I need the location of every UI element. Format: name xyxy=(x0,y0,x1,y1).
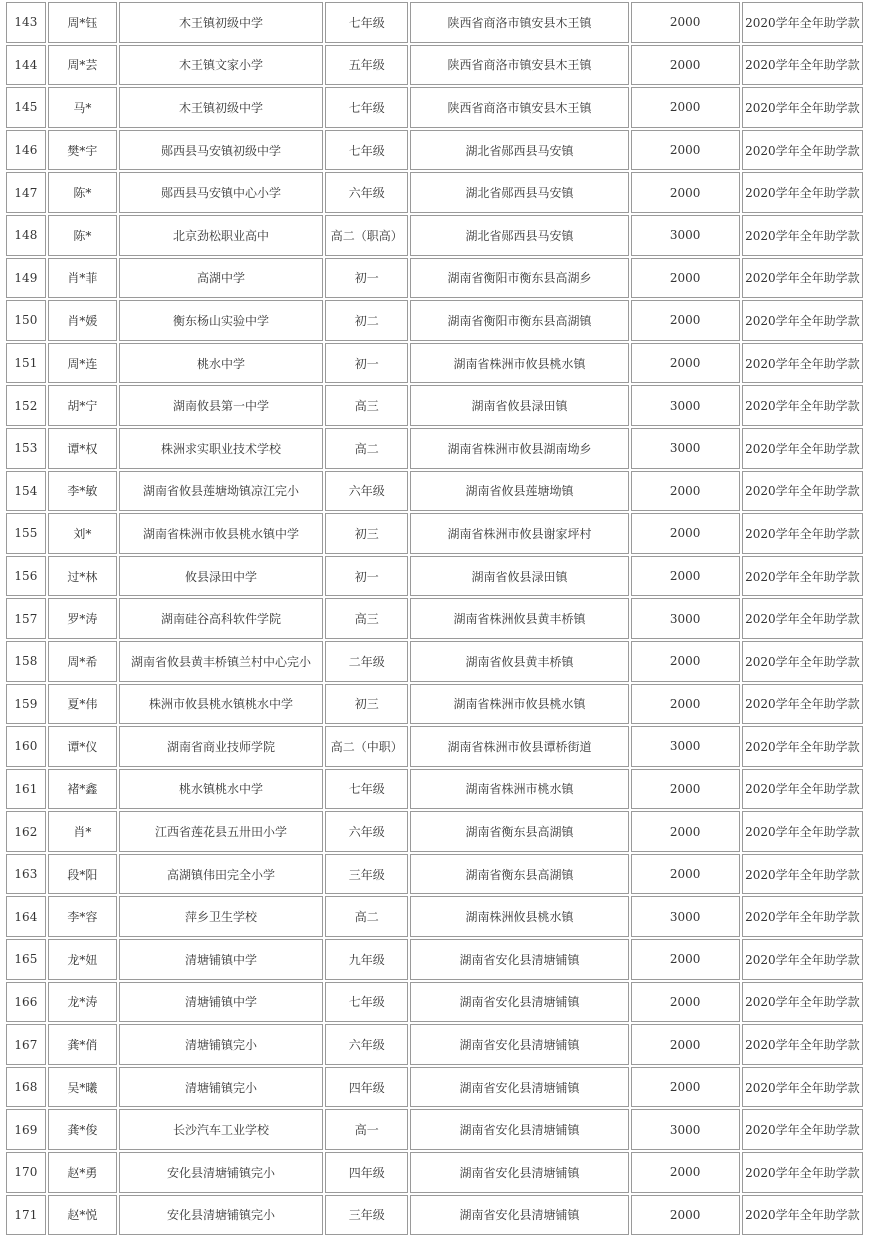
amount-cell: 2000 xyxy=(631,87,740,128)
name-cell: 李*敏 xyxy=(48,471,117,512)
amount-cell: 2000 xyxy=(631,258,740,299)
address-cell: 湖北省郧西县马安镇 xyxy=(410,215,628,256)
school-cell: 清塘铺镇中学 xyxy=(119,982,323,1023)
school-cell: 湖南省商业技师学院 xyxy=(119,726,323,767)
address-cell: 湖南省株洲市桃水镇 xyxy=(410,769,628,810)
amount-cell: 2000 xyxy=(631,130,740,171)
aid-type-cell: 2020学年全年助学款 xyxy=(742,1067,863,1108)
amount-cell: 2000 xyxy=(631,982,740,1023)
aid-type-cell: 2020学年全年助学款 xyxy=(742,598,863,639)
aid-type-cell: 2020学年全年助学款 xyxy=(742,300,863,341)
address-cell: 湖南省衡东县高湖镇 xyxy=(410,811,628,852)
aid-type-cell: 2020学年全年助学款 xyxy=(742,343,863,384)
grade-cell: 六年级 xyxy=(325,471,409,512)
table-row xyxy=(6,939,863,980)
table-row xyxy=(6,854,863,895)
grade-cell: 初二 xyxy=(325,300,409,341)
aid-recipient-table xyxy=(4,0,865,1237)
address-cell: 湖南株洲攸县桃水镇 xyxy=(410,896,628,937)
grade-cell: 七年级 xyxy=(325,769,409,810)
name-cell: 段*阳 xyxy=(48,854,117,895)
address-cell: 湖南省攸县渌田镇 xyxy=(410,556,628,597)
table-row xyxy=(6,769,863,810)
school-cell: 安化县清塘铺镇完小 xyxy=(119,1152,323,1193)
aid-type-cell: 2020学年全年助学款 xyxy=(742,641,863,682)
school-cell: 清塘铺镇完小 xyxy=(119,1024,323,1065)
table-row xyxy=(6,982,863,1023)
amount-cell: 2000 xyxy=(631,939,740,980)
grade-cell: 高二（中职） xyxy=(325,726,409,767)
grade-cell: 七年级 xyxy=(325,130,409,171)
table-row xyxy=(6,1024,863,1065)
table-row xyxy=(6,87,863,128)
aid-type-cell: 2020学年全年助学款 xyxy=(742,811,863,852)
address-cell: 湖南省株洲攸县黄丰桥镇 xyxy=(410,598,628,639)
row-number-cell: 156 xyxy=(6,556,46,597)
address-cell: 湖南省安化县清塘铺镇 xyxy=(410,1152,628,1193)
school-cell: 萍乡卫生学校 xyxy=(119,896,323,937)
address-cell: 湖南省安化县清塘铺镇 xyxy=(410,939,628,980)
table-row xyxy=(6,2,863,43)
row-number-cell: 157 xyxy=(6,598,46,639)
name-cell: 龙*妞 xyxy=(48,939,117,980)
row-number-cell: 149 xyxy=(6,258,46,299)
aid-type-cell: 2020学年全年助学款 xyxy=(742,896,863,937)
row-number-cell: 162 xyxy=(6,811,46,852)
name-cell: 周*希 xyxy=(48,641,117,682)
grade-cell: 初一 xyxy=(325,556,409,597)
address-cell: 湖南省株洲市攸县桃水镇 xyxy=(410,343,628,384)
name-cell: 李*容 xyxy=(48,896,117,937)
school-cell: 北京劲松职业高中 xyxy=(119,215,323,256)
amount-cell: 3000 xyxy=(631,726,740,767)
amount-cell: 2000 xyxy=(631,684,740,725)
grade-cell: 三年级 xyxy=(325,1195,409,1236)
name-cell: 过*林 xyxy=(48,556,117,597)
row-number-cell: 152 xyxy=(6,385,46,426)
table-row xyxy=(6,343,863,384)
school-cell: 湖南硅谷高科软件学院 xyxy=(119,598,323,639)
address-cell: 湖南省安化县清塘铺镇 xyxy=(410,1024,628,1065)
table-row xyxy=(6,1109,863,1150)
grade-cell: 七年级 xyxy=(325,2,409,43)
address-cell: 陕西省商洛市镇安县木王镇 xyxy=(410,45,628,86)
table-row xyxy=(6,726,863,767)
amount-cell: 2000 xyxy=(631,1152,740,1193)
row-number-cell: 165 xyxy=(6,939,46,980)
name-cell: 周*芸 xyxy=(48,45,117,86)
table-row xyxy=(6,811,863,852)
amount-cell: 3000 xyxy=(631,385,740,426)
school-cell: 湖南攸县第一中学 xyxy=(119,385,323,426)
address-cell: 湖南省安化县清塘铺镇 xyxy=(410,982,628,1023)
aid-type-cell: 2020学年全年助学款 xyxy=(742,556,863,597)
table-row xyxy=(6,130,863,171)
name-cell: 褚*鑫 xyxy=(48,769,117,810)
address-cell: 湖南省攸县渌田镇 xyxy=(410,385,628,426)
row-number-cell: 170 xyxy=(6,1152,46,1193)
address-cell: 湖南省衡东县高湖镇 xyxy=(410,854,628,895)
aid-type-cell: 2020学年全年助学款 xyxy=(742,87,863,128)
grade-cell: 高三 xyxy=(325,385,409,426)
amount-cell: 2000 xyxy=(631,172,740,213)
school-cell: 湖南省攸县莲塘坳镇凉江完小 xyxy=(119,471,323,512)
grade-cell: 六年级 xyxy=(325,1024,409,1065)
address-cell: 陕西省商洛市镇安县木王镇 xyxy=(410,87,628,128)
name-cell: 肖* xyxy=(48,811,117,852)
school-cell: 郧西县马安镇初级中学 xyxy=(119,130,323,171)
address-cell: 湖南省攸县莲塘坳镇 xyxy=(410,471,628,512)
row-number-cell: 166 xyxy=(6,982,46,1023)
row-number-cell: 159 xyxy=(6,684,46,725)
aid-type-cell: 2020学年全年助学款 xyxy=(742,513,863,554)
grade-cell: 三年级 xyxy=(325,854,409,895)
amount-cell: 3000 xyxy=(631,428,740,469)
aid-type-cell: 2020学年全年助学款 xyxy=(742,471,863,512)
name-cell: 陈* xyxy=(48,172,117,213)
school-cell: 木王镇初级中学 xyxy=(119,2,323,43)
grade-cell: 初一 xyxy=(325,258,409,299)
grade-cell: 初三 xyxy=(325,684,409,725)
address-cell: 湖南省攸县黄丰桥镇 xyxy=(410,641,628,682)
name-cell: 龚*俊 xyxy=(48,1109,117,1150)
aid-type-cell: 2020学年全年助学款 xyxy=(742,258,863,299)
aid-type-cell: 2020学年全年助学款 xyxy=(742,215,863,256)
school-cell: 湖南省攸县黄丰桥镇兰村中心完小 xyxy=(119,641,323,682)
table-row xyxy=(6,172,863,213)
row-number-cell: 154 xyxy=(6,471,46,512)
row-number-cell: 163 xyxy=(6,854,46,895)
aid-type-cell: 2020学年全年助学款 xyxy=(742,1195,863,1236)
grade-cell: 六年级 xyxy=(325,811,409,852)
row-number-cell: 155 xyxy=(6,513,46,554)
aid-type-cell: 2020学年全年助学款 xyxy=(742,854,863,895)
grade-cell: 四年级 xyxy=(325,1067,409,1108)
amount-cell: 2000 xyxy=(631,513,740,554)
school-cell: 攸县渌田中学 xyxy=(119,556,323,597)
school-cell: 衡东杨山实验中学 xyxy=(119,300,323,341)
name-cell: 胡*宁 xyxy=(48,385,117,426)
row-number-cell: 147 xyxy=(6,172,46,213)
name-cell: 龙*涛 xyxy=(48,982,117,1023)
table-row xyxy=(6,684,863,725)
school-cell: 郧西县马安镇中心小学 xyxy=(119,172,323,213)
address-cell: 湖北省郧西县马安镇 xyxy=(410,172,628,213)
table-row xyxy=(6,556,863,597)
row-number-cell: 158 xyxy=(6,641,46,682)
amount-cell: 3000 xyxy=(631,215,740,256)
name-cell: 肖*媛 xyxy=(48,300,117,341)
amount-cell: 2000 xyxy=(631,854,740,895)
address-cell: 陕西省商洛市镇安县木王镇 xyxy=(410,2,628,43)
school-cell: 株洲求实职业技术学校 xyxy=(119,428,323,469)
name-cell: 谭*仪 xyxy=(48,726,117,767)
table-row xyxy=(6,513,863,554)
address-cell: 湖南省株洲市攸县谭桥街道 xyxy=(410,726,628,767)
grade-cell: 九年级 xyxy=(325,939,409,980)
table-row xyxy=(6,45,863,86)
grade-cell: 二年级 xyxy=(325,641,409,682)
row-number-cell: 146 xyxy=(6,130,46,171)
grade-cell: 初三 xyxy=(325,513,409,554)
address-cell: 湖南省株洲市攸县谢家坪村 xyxy=(410,513,628,554)
aid-type-cell: 2020学年全年助学款 xyxy=(742,939,863,980)
grade-cell: 高一 xyxy=(325,1109,409,1150)
amount-cell: 2000 xyxy=(631,811,740,852)
amount-cell: 2000 xyxy=(631,343,740,384)
grade-cell: 七年级 xyxy=(325,982,409,1023)
name-cell: 陈* xyxy=(48,215,117,256)
grade-cell: 四年级 xyxy=(325,1152,409,1193)
school-cell: 长沙汽车工业学校 xyxy=(119,1109,323,1150)
school-cell: 江西省莲花县五卅田小学 xyxy=(119,811,323,852)
name-cell: 刘* xyxy=(48,513,117,554)
school-cell: 清塘铺镇中学 xyxy=(119,939,323,980)
school-cell: 木王镇文家小学 xyxy=(119,45,323,86)
grade-cell: 七年级 xyxy=(325,87,409,128)
aid-type-cell: 2020学年全年助学款 xyxy=(742,769,863,810)
row-number-cell: 150 xyxy=(6,300,46,341)
row-number-cell: 145 xyxy=(6,87,46,128)
name-cell: 夏*伟 xyxy=(48,684,117,725)
grade-cell: 五年级 xyxy=(325,45,409,86)
aid-type-cell: 2020学年全年助学款 xyxy=(742,1024,863,1065)
name-cell: 谭*权 xyxy=(48,428,117,469)
amount-cell: 2000 xyxy=(631,471,740,512)
table-row xyxy=(6,300,863,341)
amount-cell: 2000 xyxy=(631,769,740,810)
school-cell: 清塘铺镇完小 xyxy=(119,1067,323,1108)
row-number-cell: 160 xyxy=(6,726,46,767)
table-row xyxy=(6,641,863,682)
row-number-cell: 143 xyxy=(6,2,46,43)
amount-cell: 3000 xyxy=(631,598,740,639)
amount-cell: 2000 xyxy=(631,45,740,86)
name-cell: 肖*菲 xyxy=(48,258,117,299)
aid-type-cell: 2020学年全年助学款 xyxy=(742,172,863,213)
address-cell: 湖南省安化县清塘铺镇 xyxy=(410,1109,628,1150)
row-number-cell: 171 xyxy=(6,1195,46,1236)
name-cell: 周*连 xyxy=(48,343,117,384)
name-cell: 吴*曦 xyxy=(48,1067,117,1108)
name-cell: 赵*悦 xyxy=(48,1195,117,1236)
address-cell: 湖南省衡阳市衡东县高湖乡 xyxy=(410,258,628,299)
aid-type-cell: 2020学年全年助学款 xyxy=(742,726,863,767)
row-number-cell: 169 xyxy=(6,1109,46,1150)
grade-cell: 初一 xyxy=(325,343,409,384)
aid-type-cell: 2020学年全年助学款 xyxy=(742,130,863,171)
table-row xyxy=(6,385,863,426)
address-cell: 湖南省株洲市攸县湖南坳乡 xyxy=(410,428,628,469)
school-cell: 湖南省株洲市攸县桃水镇中学 xyxy=(119,513,323,554)
amount-cell: 3000 xyxy=(631,896,740,937)
amount-cell: 2000 xyxy=(631,1024,740,1065)
school-cell: 安化县清塘铺镇完小 xyxy=(119,1195,323,1236)
amount-cell: 2000 xyxy=(631,2,740,43)
name-cell: 马* xyxy=(48,87,117,128)
address-cell: 湖南省安化县清塘铺镇 xyxy=(410,1067,628,1108)
table-row xyxy=(6,1067,863,1108)
school-cell: 木王镇初级中学 xyxy=(119,87,323,128)
name-cell: 赵*勇 xyxy=(48,1152,117,1193)
table-row xyxy=(6,258,863,299)
table-row xyxy=(6,215,863,256)
row-number-cell: 167 xyxy=(6,1024,46,1065)
aid-type-cell: 2020学年全年助学款 xyxy=(742,982,863,1023)
address-cell: 湖北省郧西县马安镇 xyxy=(410,130,628,171)
row-number-cell: 144 xyxy=(6,45,46,86)
table-row xyxy=(6,1152,863,1193)
amount-cell: 2000 xyxy=(631,1067,740,1108)
table-row xyxy=(6,598,863,639)
name-cell: 龚*俏 xyxy=(48,1024,117,1065)
amount-cell: 2000 xyxy=(631,1195,740,1236)
address-cell: 湖南省安化县清塘铺镇 xyxy=(410,1195,628,1236)
aid-type-cell: 2020学年全年助学款 xyxy=(742,1109,863,1150)
school-cell: 桃水中学 xyxy=(119,343,323,384)
name-cell: 周*钰 xyxy=(48,2,117,43)
grade-cell: 高二 xyxy=(325,896,409,937)
row-number-cell: 148 xyxy=(6,215,46,256)
name-cell: 罗*涛 xyxy=(48,598,117,639)
address-cell: 湖南省衡阳市衡东县高湖镇 xyxy=(410,300,628,341)
grade-cell: 高二 xyxy=(325,428,409,469)
amount-cell: 2000 xyxy=(631,556,740,597)
row-number-cell: 168 xyxy=(6,1067,46,1108)
address-cell: 湖南省株洲市攸县桃水镇 xyxy=(410,684,628,725)
row-number-cell: 164 xyxy=(6,896,46,937)
amount-cell: 3000 xyxy=(631,1109,740,1150)
row-number-cell: 151 xyxy=(6,343,46,384)
grade-cell: 高三 xyxy=(325,598,409,639)
school-cell: 株洲市攸县桃水镇桃水中学 xyxy=(119,684,323,725)
school-cell: 高湖中学 xyxy=(119,258,323,299)
row-number-cell: 153 xyxy=(6,428,46,469)
table-body xyxy=(6,2,863,1235)
aid-type-cell: 2020学年全年助学款 xyxy=(742,385,863,426)
aid-type-cell: 2020学年全年助学款 xyxy=(742,1152,863,1193)
table-row xyxy=(6,471,863,512)
name-cell: 樊*宇 xyxy=(48,130,117,171)
grade-cell: 高二（职高） xyxy=(325,215,409,256)
table-row xyxy=(6,896,863,937)
amount-cell: 2000 xyxy=(631,300,740,341)
aid-type-cell: 2020学年全年助学款 xyxy=(742,428,863,469)
row-number-cell: 161 xyxy=(6,769,46,810)
table-row xyxy=(6,428,863,469)
school-cell: 高湖镇伟田完全小学 xyxy=(119,854,323,895)
table-row xyxy=(6,1195,863,1236)
amount-cell: 2000 xyxy=(631,641,740,682)
aid-type-cell: 2020学年全年助学款 xyxy=(742,2,863,43)
aid-type-cell: 2020学年全年助学款 xyxy=(742,684,863,725)
school-cell: 桃水镇桃水中学 xyxy=(119,769,323,810)
grade-cell: 六年级 xyxy=(325,172,409,213)
aid-type-cell: 2020学年全年助学款 xyxy=(742,45,863,86)
